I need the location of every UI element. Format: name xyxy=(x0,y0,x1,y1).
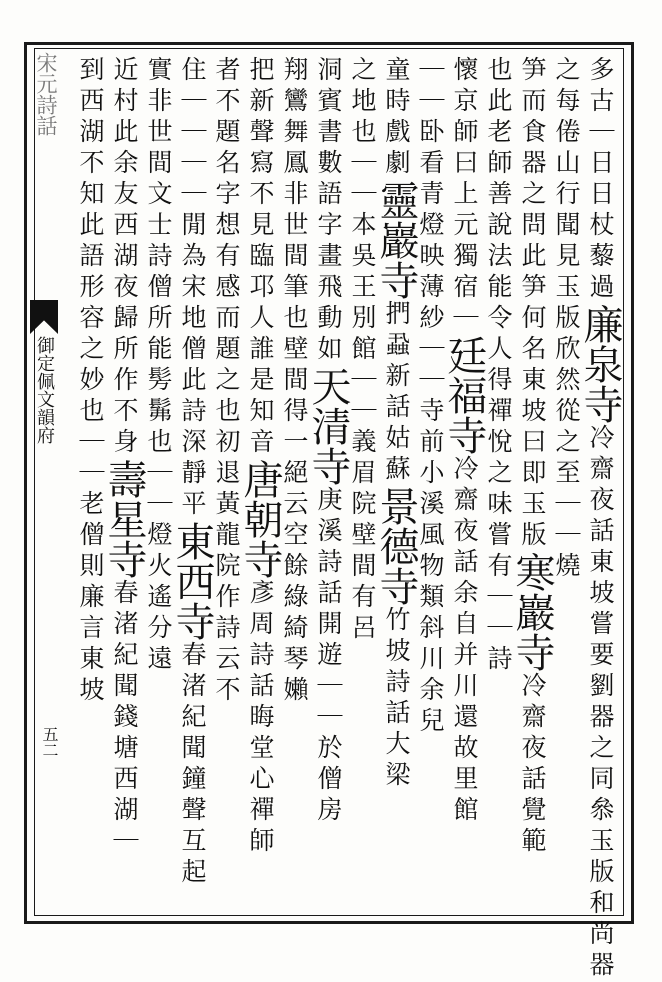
text-column-11 xyxy=(237,56,283,916)
column-text: ｜｜卧看青燈映薄紗 xyxy=(416,56,445,335)
entry-headword: 寒巖寺 xyxy=(509,552,555,672)
column-text: 彥周詩話晦堂心禪師 xyxy=(246,579,275,858)
text-column-4 xyxy=(478,56,518,916)
column-text: 冷齋夜話東坡嘗要劉器之同叅玉版和尚器 xyxy=(586,424,615,982)
column-text: 洞賓書數語字畫飛動如 xyxy=(314,56,343,366)
column-text: 之地也 xyxy=(348,56,377,149)
column-text: 近村此余友西湖夜歸所作不身 xyxy=(110,56,139,459)
column-text: 童時戲劇 xyxy=(382,56,411,180)
column-text: 冷齋夜話覺範 xyxy=(518,672,547,858)
entry-headword: 廷福寺 xyxy=(441,335,487,455)
text-column-5 xyxy=(441,56,487,916)
text-column-13 xyxy=(169,56,215,916)
column-text: 懷京師曰上元獨宿｜ xyxy=(450,56,479,335)
column-text: 壁間得一絕云空餘綠綺琴嬾 xyxy=(280,335,309,707)
entry-headword: 景德寺 xyxy=(373,486,419,606)
column-text: ｜｜義眉院壁間有呂 xyxy=(348,366,377,645)
margin-top-fragment: 宋元詩話 xyxy=(34,52,58,136)
column-text: ｜｜寺前小溪風物類斜川余兒 xyxy=(416,335,445,738)
margin-strip xyxy=(30,48,60,916)
column-text: 實非世間文士詩僧所能髣髴也 xyxy=(144,56,173,459)
column-text: 也此老師善說法能令人得禪悅之味 xyxy=(484,56,513,521)
column-text: 春渚紀聞鐘聲互起 xyxy=(178,641,207,889)
entry-headword: 東西寺 xyxy=(169,521,215,641)
column-text: 到西湖不知此語形容之妙也 xyxy=(76,56,105,428)
column-text: 春渚紀聞錢塘西湖｜ xyxy=(110,579,139,858)
column-text: 嘗有｜｜詩 xyxy=(484,521,513,676)
entry-headword: 唐朝寺 xyxy=(237,459,283,579)
text-column-1 xyxy=(577,56,623,982)
column-text: 冷齋夜話余自并川還故里館 xyxy=(450,455,479,827)
text-column-9 xyxy=(305,56,351,916)
column-text: ｜｜老僧則廉言東坡 xyxy=(76,428,105,707)
column-text: 者不題名字想有感而題之也 xyxy=(212,56,241,428)
text-column-8 xyxy=(342,56,382,916)
book-title: 御定佩文韻府 xyxy=(34,336,55,444)
column-text: 捫蝨新話姑蘇 xyxy=(382,300,411,486)
text-column-2 xyxy=(546,56,586,916)
text-column-3 xyxy=(509,56,555,916)
column-text: 竹坡詩話大梁 xyxy=(382,606,411,792)
column-text: 之每倦山行聞見玉版欣然從之至｜｜燒 xyxy=(552,56,581,583)
text-column-12 xyxy=(206,56,246,916)
entry-headword: 廉泉寺 xyxy=(577,304,623,424)
column-text: 多古｜日日杖藜過 xyxy=(586,56,615,304)
column-text: ｜｜燈火遙分遠 xyxy=(144,459,173,676)
entry-headword: 靈巖寺 xyxy=(373,180,419,300)
page-number: 五二 xyxy=(40,726,59,758)
column-text: ｜｜本吳王別館 xyxy=(348,149,377,366)
text-column-16 xyxy=(70,56,110,916)
entry-headword: 壽星寺 xyxy=(101,459,147,579)
column-text: 笋而食器之問此笋何名東坡曰即玉版 xyxy=(518,56,547,552)
column-text: 初退黃龍院作詩云不 xyxy=(212,428,241,707)
text-column-7 xyxy=(373,56,419,916)
column-text: 住｜｜｜｜閒為宋地僧此詩深靜平 xyxy=(178,56,207,521)
entry-headword: 天清寺 xyxy=(305,366,351,486)
column-text: 翔鸞舞鳳非世間筆也 xyxy=(280,56,309,335)
column-text: 把新聲寫不見臨邛人誰是知音 xyxy=(246,56,275,459)
text-column-15 xyxy=(101,56,147,916)
column-text: 庚溪詩話開遊｜｜於僧房 xyxy=(314,486,343,827)
